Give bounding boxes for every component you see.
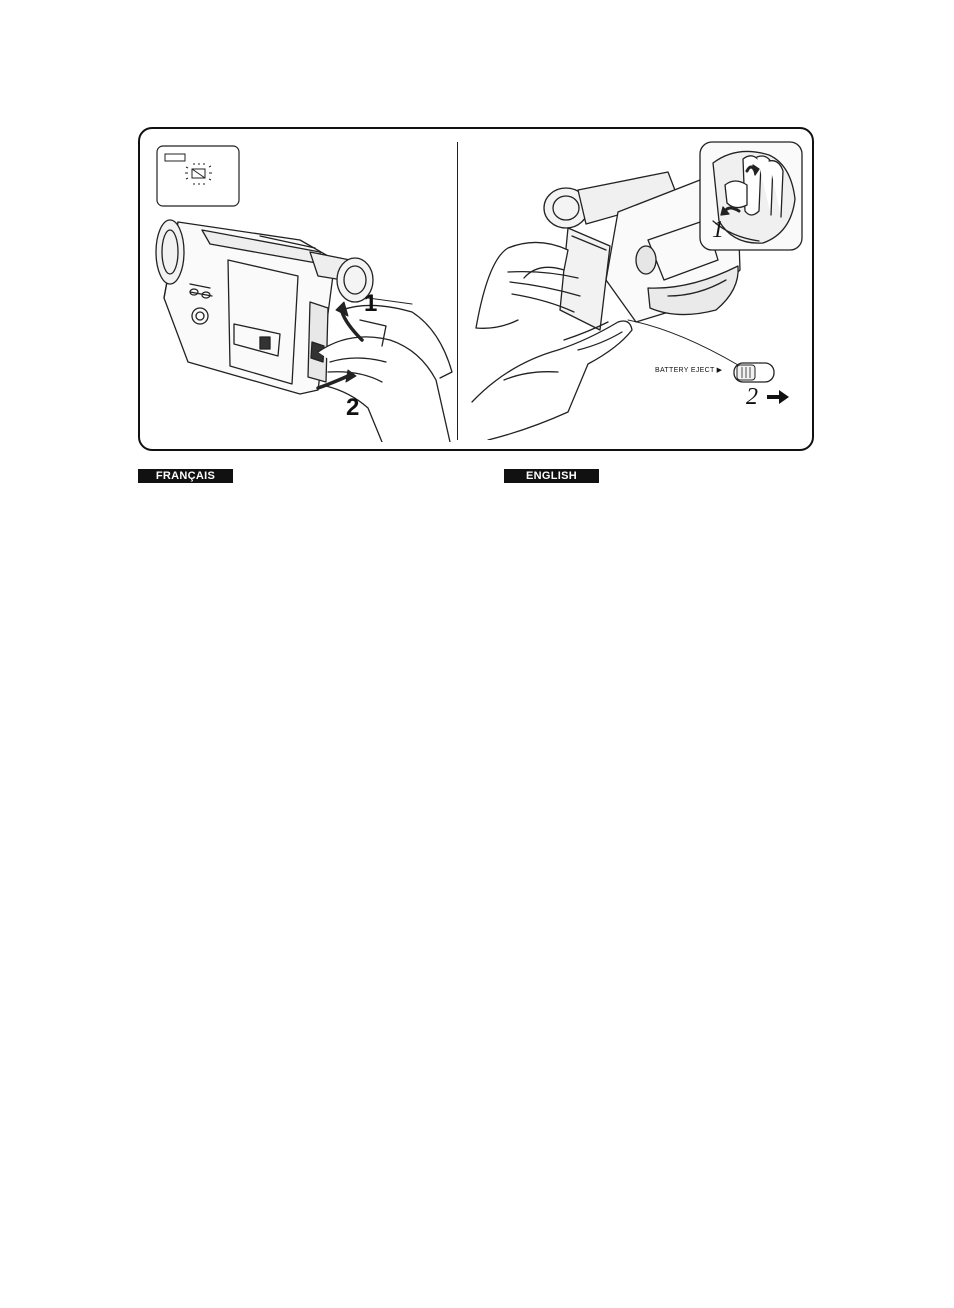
right-inset-step-1-label: 1 [712, 217, 724, 243]
blinking-battery-icon [185, 163, 212, 185]
battery-eject-label: BATTERY EJECT ▶ [655, 367, 723, 374]
tab-francais: FRANÇAIS [138, 469, 233, 483]
right-arrow-icon [766, 389, 790, 405]
display-indicator-inset [156, 145, 240, 207]
battery-eject-switch-icon [733, 362, 777, 384]
camcorder-left-illustration [150, 212, 455, 442]
panel-divider [457, 142, 458, 440]
left-step-1-label: 1 [364, 290, 378, 317]
right-step-2-label: 2 [746, 384, 758, 410]
tab-english: ENGLISH [504, 469, 599, 483]
left-step-2-label: 2 [346, 394, 360, 421]
